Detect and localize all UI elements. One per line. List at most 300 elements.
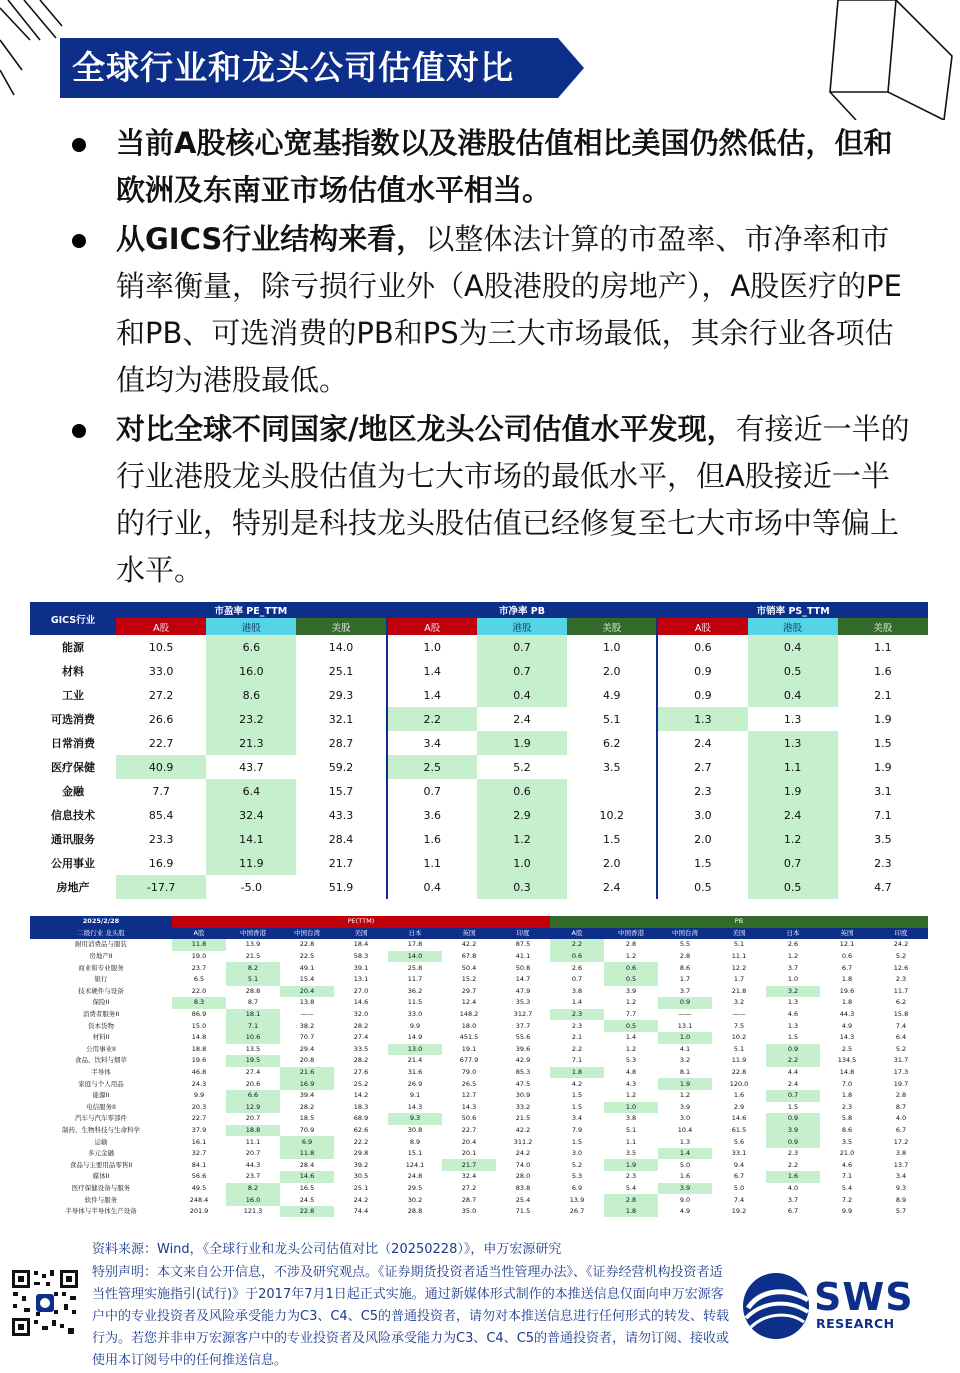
value-cell: 21.5	[515, 1114, 531, 1123]
table-row	[30, 803, 928, 827]
value-cell: 50.4	[461, 963, 477, 972]
value-cell: 5.6	[733, 1137, 745, 1146]
value-cell: 70.9	[299, 1125, 315, 1134]
value-cell: 13.5	[245, 1044, 261, 1053]
value-cell: 10.4	[677, 1125, 693, 1134]
table-row	[30, 1055, 928, 1067]
value-cell: 4.6	[841, 1160, 853, 1169]
value-cell: 5.8	[841, 1114, 853, 1123]
value-cell: 16.5	[299, 1183, 315, 1192]
value-cell: 30.5	[353, 1172, 369, 1181]
value-cell: 19.7	[893, 1079, 909, 1088]
value-cell: 8.9	[409, 1137, 421, 1146]
value-cell: 5.4	[841, 1183, 853, 1192]
value-cell: 11.8	[172, 939, 226, 951]
value-cell: 8.2	[226, 1183, 280, 1195]
value-cell: 18.4	[353, 940, 369, 949]
value-cell: 1.1	[387, 851, 477, 875]
row-industry-name: 通讯服务	[51, 833, 95, 846]
value-cell: 42.2	[461, 940, 477, 949]
value-cell: 59.2	[328, 760, 354, 774]
row-industry-name: 保险II	[92, 998, 110, 1007]
value-cell: 5.2	[513, 760, 531, 774]
value-cell: 2.5	[387, 755, 477, 779]
value-cell: 1.8	[841, 998, 853, 1007]
value-cell: 1.0	[477, 851, 567, 875]
value-cell: 2.4	[787, 1079, 799, 1088]
value-cell: 2.2	[550, 939, 604, 951]
row-industry-name: 医疗保健设备与服务	[71, 1183, 131, 1192]
row-industry-name: 电信服务II	[86, 1102, 116, 1111]
value-cell: 2.2	[766, 1055, 820, 1067]
value-cell: 1.4	[571, 998, 583, 1007]
value-cell: 311.2	[513, 1137, 533, 1146]
subheader-us-share: 美股	[838, 618, 928, 635]
bullet-dot	[72, 424, 86, 438]
value-cell: 121.3	[243, 1207, 263, 1216]
value-cell: 19.6	[839, 986, 855, 995]
value-cell: 2.2	[387, 707, 477, 731]
value-cell: 11.5	[407, 998, 423, 1007]
bullet-text: 有接近一半的行业港股龙头股估值为七大市场的最低水平，但A股接近一半的行业，特别是科技龙头股估值已经修复至七大市场中等偏上水平。	[116, 412, 910, 587]
bullet-bold-text: 当前A股核心宽基指数以及港股估值相比美国仍然低估，但和欧洲及东南亚市场估值水平相当。	[116, 126, 893, 207]
value-cell: 0.7	[477, 635, 567, 659]
table-row	[30, 986, 928, 998]
value-cell: 21.7	[328, 856, 354, 870]
value-cell: 7.7	[152, 784, 170, 798]
table-row	[30, 1206, 928, 1218]
gics-valuation-table	[30, 602, 928, 899]
value-cell: 677.9	[459, 1056, 479, 1065]
value-cell: 1.3	[679, 1137, 691, 1146]
value-cell: -5.0	[240, 880, 263, 894]
value-cell: 33.1	[731, 1149, 747, 1158]
table-row	[30, 1125, 928, 1137]
value-cell: 74.4	[353, 1207, 369, 1216]
value-cell: 2.8	[679, 952, 691, 961]
value-cell: 3.7	[787, 1195, 799, 1204]
value-cell: 85.3	[515, 1068, 531, 1077]
value-cell: 8.1	[679, 1068, 691, 1077]
value-cell: 2.4	[513, 712, 531, 726]
value-cell: 47.5	[515, 1079, 531, 1088]
value-cell: 22.8	[299, 940, 315, 949]
value-cell: 2.7	[657, 755, 747, 779]
value-cell: 6.6	[226, 1090, 280, 1102]
value-cell: 42.9	[515, 1056, 531, 1065]
value-cell: 29.4	[299, 1044, 315, 1053]
value-cell: 312.7	[513, 1010, 533, 1019]
value-cell: 27.2	[461, 1183, 477, 1192]
value-cell: 4.3	[625, 1079, 637, 1088]
value-cell: 4.0	[787, 1183, 799, 1192]
value-cell: 14.7	[515, 975, 531, 984]
value-cell: 8.7	[247, 998, 259, 1007]
value-cell: 5.7	[895, 1207, 907, 1216]
value-cell: 15.4	[299, 975, 315, 984]
market-header: 日本	[388, 928, 442, 940]
value-cell: 24.2	[893, 940, 909, 949]
value-cell: 3.9	[766, 1125, 820, 1137]
value-cell: 12.7	[461, 1091, 477, 1100]
value-cell: 2.6	[571, 963, 583, 972]
subheader-a-share: A股	[657, 618, 747, 635]
bullet-bold-text: 从GICS行业结构来看，	[116, 222, 426, 256]
value-cell: 39.2	[353, 1160, 369, 1169]
value-cell	[567, 779, 657, 803]
value-cell: 43.3	[328, 808, 354, 822]
value-cell: 15.7	[328, 784, 354, 798]
value-cell: 50.8	[515, 963, 531, 972]
value-cell: 0.4	[387, 875, 477, 899]
value-cell: 1.6	[679, 1172, 691, 1181]
row-industry-name: 制药、生物科技与生命科学	[62, 1125, 140, 1134]
value-cell: 19.0	[191, 952, 207, 961]
market-header-row	[30, 928, 928, 940]
value-cell: 29.5	[407, 1183, 423, 1192]
bullet-dot	[72, 234, 86, 248]
value-cell: 46.8	[191, 1068, 207, 1077]
value-cell: 3.4	[387, 731, 477, 755]
value-cell: 0.5	[748, 659, 838, 683]
value-cell: 4.4	[787, 1068, 799, 1077]
value-cell: 26.6	[148, 712, 174, 726]
value-cell: 33.0	[407, 1010, 423, 1019]
value-cell: 1.8	[550, 1067, 604, 1079]
value-cell: 68.9	[353, 1114, 369, 1123]
value-cell: 1.2	[477, 827, 567, 851]
value-cell: 7.4	[733, 1195, 745, 1204]
bullet-text: 以整体法计算的市盈率、市净率和市销率衡量，除亏损行业外（A股港股的房地产），A股医疗的PE和PB、可选消费的PB和PS为三大市场最低，其余行业各项估值均为港股最低。	[116, 222, 902, 397]
source-note: 资料来源：Wind，《全球行业和龙头公司估值对比（20250228）》，申万宏源研究	[92, 1242, 562, 1257]
table-row	[30, 939, 928, 951]
subheader-hk-share: 港股	[477, 618, 567, 635]
value-cell: 2.2	[787, 1160, 799, 1169]
table-row	[30, 1090, 928, 1102]
table-row	[30, 1067, 928, 1079]
value-cell: 1.3	[657, 707, 747, 731]
value-cell: 49.5	[191, 1183, 207, 1192]
qr-code-image	[10, 1268, 80, 1338]
table-row	[30, 731, 928, 755]
value-cell: 1.6	[766, 1171, 820, 1183]
subheader-us-share: 美股	[296, 618, 386, 635]
value-cell: 27.2	[148, 688, 174, 702]
value-cell: 0.4	[477, 683, 567, 707]
group-header-pb: PB	[550, 916, 928, 928]
table-date: 2025/2/28	[30, 916, 172, 928]
value-cell: 1.1	[874, 640, 892, 654]
value-cell: 26.9	[407, 1079, 423, 1088]
value-cell: 38.2	[299, 1021, 315, 1030]
value-cell: 3.1	[874, 784, 892, 798]
value-cell: 2.4	[748, 803, 838, 827]
value-cell: 31.7	[893, 1056, 909, 1065]
value-cell: 3.5	[625, 1149, 637, 1158]
value-cell: 20.6	[245, 1079, 261, 1088]
value-cell: 31.6	[407, 1068, 423, 1077]
value-cell: 6.7	[841, 963, 853, 972]
value-cell: 32.4	[206, 803, 296, 827]
value-cell: 3.9	[679, 1102, 691, 1111]
value-cell: 0.5	[748, 875, 838, 899]
value-cell: 0.7	[571, 975, 583, 984]
value-cell: 1.4	[658, 1148, 712, 1160]
value-cell: 0.6	[657, 635, 747, 659]
value-cell: 3.0	[571, 1149, 583, 1158]
table-row	[30, 635, 928, 659]
value-cell: 7.9	[571, 1125, 583, 1134]
value-cell: 7.0	[841, 1079, 853, 1088]
value-cell: 1.2	[625, 1091, 637, 1100]
value-cell: 1.6	[733, 1091, 745, 1100]
value-cell: 12.6	[893, 963, 909, 972]
value-cell: 32.4	[461, 1172, 477, 1181]
value-cell: 2.3	[625, 1172, 637, 1181]
value-cell: 1.4	[387, 659, 477, 683]
value-cell: 29.7	[461, 986, 477, 995]
subheader-a-share: A股	[116, 618, 206, 635]
value-cell: 25.1	[353, 1183, 369, 1192]
value-cell: 5.0	[679, 1160, 691, 1169]
value-cell: 6.6	[206, 635, 296, 659]
value-cell: 14.6	[353, 998, 369, 1007]
value-cell: 1.5	[787, 1102, 799, 1111]
value-cell: 35.0	[461, 1207, 477, 1216]
value-cell: 3.4	[571, 1114, 583, 1123]
value-cell: 14.6	[280, 1171, 334, 1183]
value-cell: 27.0	[353, 986, 369, 995]
value-cell: 58.3	[353, 952, 369, 961]
value-cell: 33.2	[515, 1102, 531, 1111]
value-cell: 1.1	[748, 755, 838, 779]
value-cell: 5.1	[625, 1125, 637, 1134]
value-cell: 3.0	[657, 803, 747, 827]
value-cell: 28.4	[328, 832, 354, 846]
value-cell: 0.5	[604, 1020, 658, 1032]
market-header: 中国台湾	[280, 928, 334, 940]
table-row	[30, 1171, 928, 1183]
row-industry-name: 能源	[62, 641, 84, 654]
value-cell: 56.6	[191, 1172, 207, 1181]
value-cell: 0.4	[748, 683, 838, 707]
value-cell: 9.0	[679, 1195, 691, 1204]
value-cell: 1.9	[658, 1078, 712, 1090]
value-cell: 14.0	[328, 640, 354, 654]
value-cell: 0.9	[766, 1044, 820, 1056]
group-header-pe-ttm: PE(TTM)	[172, 916, 550, 928]
value-cell: 18.3	[353, 1102, 369, 1111]
value-cell: 61.5	[731, 1125, 747, 1134]
value-cell: 11.1	[245, 1137, 261, 1146]
value-cell: 28.4	[299, 1160, 315, 1169]
value-cell: 28.8	[245, 986, 261, 995]
value-cell: 20.7	[245, 1114, 261, 1123]
value-cell: 3.6	[387, 803, 477, 827]
value-cell: 22.7	[191, 1114, 207, 1123]
value-cell: 16.9	[148, 856, 174, 870]
value-cell: 1.1	[625, 1137, 637, 1146]
value-cell: 55.6	[515, 1033, 531, 1042]
value-cell: 30.8	[407, 1125, 423, 1134]
row-industry-name: 医疗保健	[51, 761, 95, 774]
value-cell: 134.5	[837, 1056, 857, 1065]
value-cell: 14.6	[731, 1114, 747, 1123]
value-cell: 13.0	[388, 1044, 442, 1056]
value-cell: 1.5	[874, 736, 892, 750]
value-cell: 0.5	[604, 974, 658, 986]
value-cell: 3.5	[602, 760, 621, 774]
value-cell: 22.8	[731, 1068, 747, 1077]
value-cell: 33.0	[148, 664, 174, 678]
value-cell: 14.2	[353, 1091, 369, 1100]
value-cell: 1.7	[679, 975, 691, 984]
value-cell: 2.0	[657, 827, 747, 851]
value-cell: 11.9	[206, 851, 296, 875]
value-cell: 2.2	[571, 1044, 583, 1053]
table-row	[30, 875, 928, 899]
value-cell: 5.1	[602, 712, 621, 726]
value-cell: 9.3	[895, 1183, 907, 1192]
value-cell: 17.2	[893, 1137, 909, 1146]
value-cell: 15.2	[461, 975, 477, 984]
value-cell: 20.7	[245, 1149, 261, 1158]
value-cell: 4.8	[625, 1068, 637, 1077]
value-cell: 1.9	[604, 1159, 658, 1171]
value-cell: 1.9	[874, 760, 892, 774]
value-cell: 47.9	[515, 986, 531, 995]
value-cell: 2.3	[657, 779, 747, 803]
value-cell: 16.0	[206, 659, 296, 683]
value-cell: 11.9	[731, 1056, 747, 1065]
table-row	[30, 1183, 928, 1195]
row-industry-name: 银行	[94, 975, 108, 984]
value-cell: 6.2	[895, 998, 907, 1007]
value-cell: 1.6	[387, 827, 477, 851]
market-header: 中国香港	[226, 928, 280, 940]
value-cell: 23.3	[148, 832, 174, 846]
value-cell: 14.3	[461, 1102, 477, 1111]
value-cell: 0.7	[766, 1090, 820, 1102]
value-cell: 11.7	[407, 975, 423, 984]
value-cell: 1.4	[387, 683, 477, 707]
value-cell: 13.8	[299, 998, 315, 1007]
table-row	[30, 707, 928, 731]
value-cell: 25.2	[353, 1079, 369, 1088]
row-industry-name: 可选消费	[51, 713, 95, 726]
value-cell: 14.1	[206, 827, 296, 851]
value-cell: 29.3	[328, 688, 354, 702]
value-cell: 3.8	[571, 986, 583, 995]
value-cell: 248.4	[189, 1195, 209, 1204]
value-cell: ——	[678, 1010, 692, 1019]
gics-header: GICS行业	[30, 602, 116, 635]
value-cell: 1.8	[604, 1206, 658, 1218]
value-cell: 0.6	[550, 951, 604, 963]
row-industry-name: 金融	[62, 785, 84, 798]
value-cell: 21.5	[245, 952, 261, 961]
market-header: 印度	[496, 928, 550, 940]
value-cell: 3.0	[679, 1114, 691, 1123]
industry-leader-header: 二级行业 龙头股	[30, 928, 172, 940]
value-cell: 5.3	[571, 1172, 583, 1181]
value-cell: 8.6	[679, 963, 691, 972]
value-cell: 14.8	[191, 1033, 207, 1042]
value-cell: 1.3	[787, 1021, 799, 1030]
table-row	[30, 659, 928, 683]
value-cell: 15.1	[407, 1149, 423, 1158]
value-cell: 8.6	[841, 1125, 853, 1134]
table-row	[30, 997, 928, 1009]
value-cell: 2.3	[787, 1149, 799, 1158]
value-cell: 22.7	[461, 1125, 477, 1134]
value-cell: 19.6	[191, 1056, 207, 1065]
bullet-item	[72, 120, 912, 214]
value-cell: 4.9	[602, 688, 621, 702]
value-cell: 6.7	[733, 1172, 745, 1181]
value-cell: 2.0	[602, 664, 621, 678]
value-cell: 32.0	[353, 1010, 369, 1019]
value-cell: 4.9	[841, 1021, 853, 1030]
value-cell: 4.0	[895, 1114, 907, 1123]
value-cell: 2.3	[895, 975, 907, 984]
value-cell: 39.4	[299, 1091, 315, 1100]
value-cell: 1.3	[783, 712, 802, 726]
value-cell: 25.4	[515, 1195, 531, 1204]
value-cell: 14.8	[839, 1068, 855, 1077]
table-row	[30, 1032, 928, 1044]
value-cell: 3.2	[733, 998, 745, 1007]
value-cell: 2.1	[571, 1033, 583, 1042]
value-cell: 16.1	[191, 1137, 207, 1146]
value-cell: 32.7	[191, 1149, 207, 1158]
value-cell: 29.8	[353, 1149, 369, 1158]
value-cell: 50.6	[461, 1114, 477, 1123]
value-cell: 2.9	[477, 803, 567, 827]
value-cell: 1.2	[625, 998, 637, 1007]
value-cell: 26.7	[569, 1207, 585, 1216]
value-cell: 10.2	[599, 808, 624, 822]
value-cell: 22.8	[280, 1206, 334, 1218]
value-cell: 14.3	[839, 1033, 855, 1042]
value-cell: 5.2	[895, 952, 907, 961]
value-cell: 1.2	[625, 1044, 637, 1053]
value-cell: 5.0	[733, 1183, 745, 1192]
value-cell: 7.2	[841, 1195, 853, 1204]
row-industry-name: 汽车与汽车零部件	[75, 1114, 127, 1123]
row-industry-name: 软件与服务	[84, 1195, 118, 1204]
row-industry-name: 半导体	[91, 1068, 111, 1077]
value-cell: 0.9	[657, 659, 747, 683]
value-cell: 19.2	[731, 1207, 747, 1216]
value-cell: 12.1	[839, 940, 855, 949]
value-cell: 1.9	[477, 731, 567, 755]
value-cell: 3.5	[841, 1137, 853, 1146]
value-cell: 2.3	[550, 1009, 604, 1021]
value-cell: 6.9	[280, 1136, 334, 1148]
value-cell: 6.4	[206, 779, 296, 803]
value-cell: 9.9	[193, 1091, 205, 1100]
value-cell: 1.9	[874, 712, 892, 726]
value-cell: 201.9	[189, 1207, 209, 1216]
value-cell: 2.8	[625, 940, 637, 949]
value-cell: 16.0	[226, 1194, 280, 1206]
value-cell: 2.4	[657, 731, 747, 755]
value-cell: 1.5	[787, 1033, 799, 1042]
value-cell: 28.0	[515, 1172, 531, 1181]
table-row	[30, 827, 928, 851]
value-cell: 4.7	[874, 880, 892, 894]
